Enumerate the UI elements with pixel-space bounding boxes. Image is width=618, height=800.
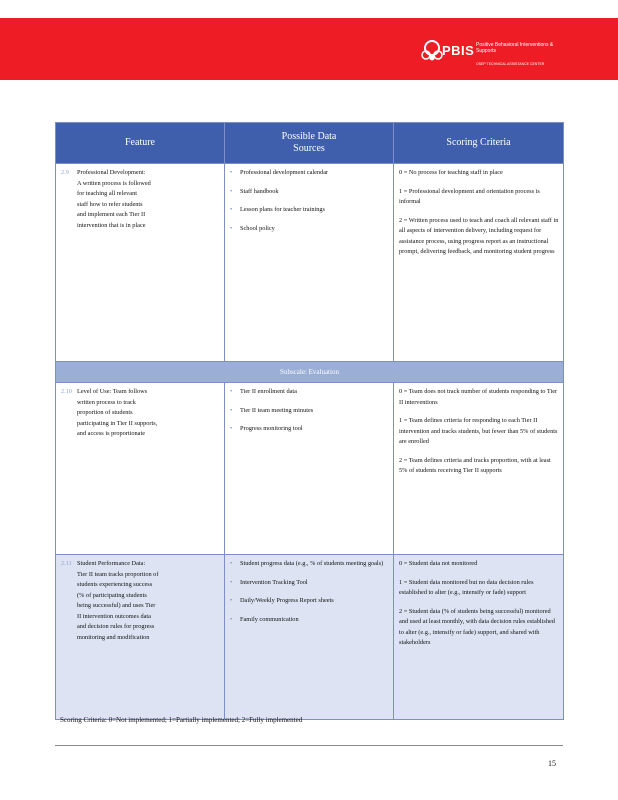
bullet-icon: • bbox=[230, 560, 233, 567]
table-row bbox=[56, 164, 564, 362]
criteria-cell bbox=[394, 383, 564, 555]
criteria-item: 1 = Team defines criteria for responding to each Tier II intervention and tracks students, but fewer than 5% of students are enrolled bbox=[399, 417, 558, 445]
criteria-item: 0 = Team does not track number of students responding to Tier II interventions bbox=[399, 388, 558, 406]
table-row bbox=[56, 555, 564, 720]
table-row bbox=[56, 383, 564, 555]
sources-cell bbox=[225, 555, 394, 720]
source-item: Student progress data (e.g., % of students meeting goals) bbox=[240, 560, 384, 567]
pbis-logo-icon bbox=[420, 39, 444, 61]
bullet-icon: • bbox=[230, 597, 233, 604]
item-number: 2.10 bbox=[61, 388, 73, 395]
criteria-item: 0 = No process for teaching staff in place bbox=[399, 169, 503, 176]
bullet-icon: • bbox=[230, 169, 233, 176]
source-item: Lesson plans for teacher trainings bbox=[240, 206, 325, 213]
criteria-item: 2 = Written process used to teach and coach all relevant staff in all aspects of intervention delivery, including request for assistance process, using progress report as an instructional prompt, delivering feedback, and monitoring student progress bbox=[399, 216, 559, 255]
table-header-row bbox=[56, 123, 564, 164]
logo-text: PBIS bbox=[442, 43, 475, 58]
feature-text: Level of Use: Team follows written process to track proportion of students participating in Tier II supports, and access is proportionate bbox=[77, 388, 158, 437]
source-item: Staff handbook bbox=[240, 187, 279, 195]
tfi-table bbox=[55, 122, 564, 720]
scoring-criteria-note: Scoring Criteria: 0=Not implemented; 1=Partially implemented; 2=Fully implemented bbox=[60, 716, 303, 724]
source-item: Professional development calendar bbox=[240, 169, 329, 176]
feature-cell bbox=[56, 555, 225, 720]
source-item: Progress monitoring tool bbox=[240, 425, 303, 432]
page-number: 15 bbox=[548, 759, 556, 768]
col-header-scoring: Scoring Criteria bbox=[394, 123, 564, 164]
criteria-item: 1 = Student data monitored but no data decision rules established to alter (e.g., intensify or fade) support bbox=[399, 578, 534, 596]
criteria-item: 1 = Professional development and orientation process is informal bbox=[399, 187, 540, 205]
logo-subtitle: Positive Behavioral Interventions & Supports bbox=[476, 42, 554, 54]
logo-tagline: OSEP TECHNICAL ASSISTANCE CENTER bbox=[476, 62, 545, 66]
bullet-icon: • bbox=[230, 388, 233, 395]
criteria-item: 0 = Student data not monitored bbox=[399, 560, 478, 567]
criteria-item: 2 = Student data (% of students being successful) monitored and used at least monthly, with data decision rules established to alter (e.g., intensify or fade) support, and shared with stakeholders bbox=[399, 607, 555, 646]
subscale-row bbox=[56, 362, 564, 383]
item-number: 2.9 bbox=[61, 169, 69, 176]
source-item: Daily/Weekly Progress Report sheets bbox=[240, 597, 334, 604]
pbis-logo bbox=[420, 37, 570, 69]
source-item: Intervention Tracking Tool bbox=[240, 578, 308, 586]
col-header-sources: Possible Data Sources bbox=[225, 123, 394, 164]
bullet-icon: • bbox=[230, 578, 233, 586]
subscale-label: Subscale: Evaluation bbox=[56, 362, 564, 383]
feature-text: Student Performance Data: Tier II team tracks proportion of students experiencing success (% of participating students being successful) and uses Tier II intervention outcomes data and decision rules for progress monitoring and modification bbox=[77, 560, 159, 641]
criteria-cell bbox=[394, 555, 564, 720]
bullet-icon: • bbox=[230, 206, 233, 213]
sources-cell bbox=[225, 383, 394, 555]
bullet-icon: • bbox=[230, 406, 233, 414]
feature-cell bbox=[56, 164, 225, 362]
sources-cell bbox=[225, 164, 394, 362]
bullet-icon: • bbox=[230, 425, 233, 432]
col-header-feature: Feature bbox=[56, 123, 225, 164]
bullet-icon: • bbox=[230, 615, 233, 623]
criteria-cell bbox=[394, 164, 564, 362]
feature-text: Professional Development: A written process is followed for teaching all relevant staff how to refer students and implement each Tier II intervention that is in place bbox=[77, 169, 151, 229]
bullet-icon: • bbox=[230, 187, 233, 195]
source-item: School policy bbox=[240, 224, 275, 232]
source-item: Tier II enrollment data bbox=[240, 388, 297, 395]
footer-divider bbox=[55, 745, 563, 746]
criteria-item: 2 = Team defines criteria and tracks proportion, with at least 5% of students receiving Tier II supports bbox=[399, 456, 551, 474]
source-item: Family communication bbox=[240, 615, 299, 623]
source-item: Tier II team meeting minutes bbox=[240, 406, 314, 414]
feature-cell bbox=[56, 383, 225, 555]
bullet-icon: • bbox=[230, 224, 233, 232]
item-number: 2.11 bbox=[61, 560, 72, 567]
